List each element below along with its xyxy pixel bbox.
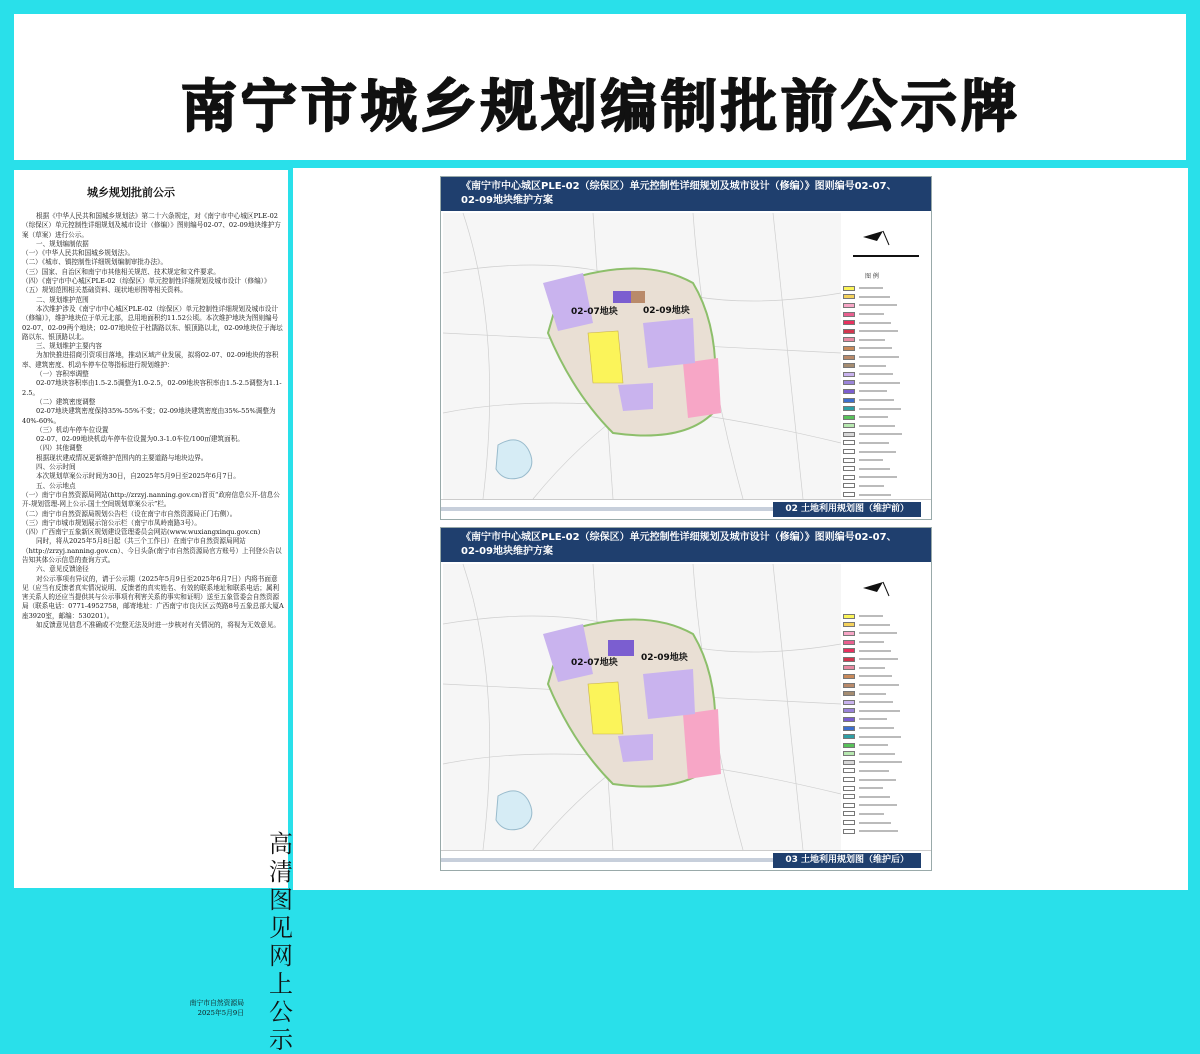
north-arrow-icon [843,217,929,267]
legend-item [843,422,929,431]
legend-item [843,456,929,465]
north-arrow-icon [843,568,929,608]
block-label-02-09: 02-09地块 [643,306,690,316]
legend-swatch [843,820,855,825]
legend-item [843,655,929,664]
legend-swatch [843,294,855,299]
legend-swatch [843,346,855,351]
block-label-02-09: 02-09地块 [641,653,688,663]
legend-swatch [843,631,855,636]
legend-swatch [843,458,855,463]
legend-swatch [843,829,855,834]
legend-item [843,827,929,836]
legend-swatch [843,743,855,748]
legend-item [843,732,929,741]
legend-item [843,327,929,336]
notice-paragraph: （一）《中华人民共和国城乡规划法》。 [22,249,135,258]
legend-swatch [843,337,855,342]
notice-paragraph: 为加快推进招商引资项目落地，推动区域产业发展，拟将02-07、02-09地块的容积率、建筑密度、机动车停车位等指标进行规划维护： [22,351,279,369]
block-label-02-07: 02-07地块 [571,658,618,668]
notice-body [22,212,284,630]
sheet-footer [441,499,931,519]
legend-swatch [843,734,855,739]
legend-item [843,301,929,310]
legend-item [843,724,929,733]
notice-paragraph: 二、规划维护范围 [36,295,89,304]
legend-swatch [843,614,855,619]
legend-swatch [843,372,855,377]
legend-swatch [843,286,855,291]
notice-paragraph: 02-07地块容积率由1.5-2.5调整为1.0-2.5，02-09地块容积率由1.5-2.5调整为1.1-2.5。 [22,379,282,397]
legend-item [843,387,929,396]
notice-paragraph: （四）《南宁市中心城区PLE-02（综保区）单元控制性详细规划及城市设计（修编）》 [22,277,271,286]
legend-item [843,310,929,319]
notice-paragraph: （四）广西南宁五象新区规划建设管理委员会网站(www.wuxiangxinqu.gov.cn) [22,528,261,537]
legend-item [843,707,929,716]
plan-sheet-before [440,176,932,520]
legend-swatch [843,622,855,627]
notice-paragraph: （一）南宁市自然资源局网站(http://zrzyj.nanning.gov.cn)首页“政府信息公开-信息公开-规划管理-网上公示-国土空间规划草案公示”栏。 [22,490,280,509]
poster-title: 南宁市城乡规划编制批前公示牌 [180,74,1020,139]
legend-swatch [843,768,855,773]
legend-swatch [843,640,855,645]
notice-paragraph: 02-07、02-09地块机动车停车位设置为0.3-1.0车位/100㎡建筑面积。 [36,435,244,444]
notice-paragraph: （一）容积率调整 [36,370,89,379]
legend-item [843,464,929,473]
notice-paragraph: 根据《中华人民共和国城乡规划法》第二十六条规定，对《南宁市中心城区PLE-02（综保区）单元控制性详细规划及城市设计（修编）》图则编号02-07、02-09地块维护方案（草案）进行公示。 [22,212,281,239]
land-use-map-before [443,213,841,499]
sheet-footer-label: 03 土地利用规划图（维护后） [773,853,921,868]
sheet-title: 《南宁市中心城区PLE-02（综保区）单元控制性详细规划及城市设计（修编）》图则编号02-07、02-09地块维护方案 [441,528,931,562]
legend-swatch [843,777,855,782]
legend-swatch [843,674,855,679]
legend-swatch [843,483,855,488]
legend-item [843,612,929,621]
notice-paragraph: 本次维护涉及《南宁市中心城区PLE-02（综保区）单元控制性详细规划及城市设计（修编）》，维护地块位于单元北部，总用地面积约11.52公顷。本次维护地块为图则编号02-07、02-09两个地块；02-07地块位于杜鹃路以东、银顶路以北，02-09地块位于海坛路以东、银顶路以北。 [22,304,283,341]
legend-swatch [843,440,855,445]
notice-panel [12,168,293,1054]
legend-item [843,439,929,448]
legend-item [843,336,929,345]
legend-swatch [843,406,855,411]
legend-item [843,801,929,810]
legend-swatch [843,492,855,497]
legend-item [843,672,929,681]
notice-paragraph: 对公示事项有异议的，请于公示期（2025年5月9日至2025年6月7日）内将书面意见（应当有反馈者真实情况说明、反馈者的真实姓名、有效的联系地址和联系电话；属利害关系人的还应当提供其与公示事项有利害关系的事实和证明）送至五象管委会自然资源局（联系电话：0771-4952758，邮寄地址：广西南宁市良庆区云英路8号五象总部大厦A座3920室，邮编：530201）。 [22,574,284,620]
map-legend [843,217,929,487]
notice-title: 城乡规划批前公示 [87,186,175,199]
legend-item [843,621,929,630]
legend-swatch [843,751,855,756]
legend-item [843,353,929,362]
legend-swatch [843,466,855,471]
legend-swatch [843,449,855,454]
notice-paragraph: 根据现状建成情况更新维护范围内的主要道路与地块边界。 [36,453,208,462]
notice-paragraph: 本次规划草案公示时间为30日，自2025年5月9日至2025年6月7日。 [36,472,240,481]
legend-item [843,404,929,413]
legend-item [843,698,929,707]
legend-item [843,784,929,793]
notice-paragraph: 五、公示地点 [36,481,76,490]
signature-org: 南宁市自然资源局 [189,999,244,1007]
legend-item [843,473,929,482]
hd-image-note: 高 清 图 见 网 上 公 示 [269,830,293,1054]
legend-swatch [843,355,855,360]
sheet-title: 《南宁市中心城区PLE-02（综保区）单元控制性详细规划及城市设计（修编）》图则编号02-07、02-09地块维护方案 [441,177,931,211]
notice-paragraph: （三）机动车停车位设置 [36,425,109,434]
map-legend [843,568,929,838]
legend-swatch [843,717,855,722]
legend-swatch [843,691,855,696]
legend-swatch [843,794,855,799]
legend-swatch [843,380,855,385]
legend-item [843,490,929,499]
legend-item [843,715,929,724]
block-label-02-07: 02-07地块 [571,307,618,317]
legend-item [843,646,929,655]
notice-paragraph: 同时，将从2025年5月8日起（共三个工作日）在南宁市自然资源局网站（http://zrzyj.nanning.gov.cn）、今日头条(南宁市自然资源局官方账号）上刊登公告以告知其体公示信息的查询方式。 [22,537,282,564]
legend-swatch [843,312,855,317]
legend-item [843,775,929,784]
legend-swatches [843,612,929,835]
legend-item [843,284,929,293]
legend-swatch [843,700,855,705]
notice-paragraph: 如反馈意见信息不准确或不完整无法及时进一步核对有关情况的，将视为无效意见。 [36,621,280,630]
legend-item [843,413,929,422]
notice-paragraph: 02-07地块建筑密度保持35%-55%不变；02-09地块建筑密度由35%-55%调整为40%-60%。 [22,407,276,425]
legend-swatch [843,683,855,688]
legend-swatch [843,363,855,368]
plan-sheet-after [440,527,932,871]
legend-swatch [843,760,855,765]
legend-swatch [843,320,855,325]
legend-swatch [843,657,855,662]
legend-item [843,318,929,327]
legend-item [843,379,929,388]
legend-swatch [843,726,855,731]
notice-paragraph: 四、公示时间 [36,463,76,472]
legend-swatch [843,665,855,670]
notice-paragraph: （二）南宁市自然资源局规划公告栏（设在南宁市自然资源局正门右侧）。 [22,509,237,518]
legend-item [843,681,929,690]
notice-paragraph: （三）南宁市城市规划展示馆公示栏（南宁市凤岭南路3号）。 [22,518,201,527]
legend-item [843,758,929,767]
legend-item [843,396,929,405]
legend-swatch [843,708,855,713]
notice-paragraph: 一、规划编制依据 [36,239,89,248]
legend-item [843,689,929,698]
legend-swatches [843,284,929,507]
legend-item [843,750,929,759]
legend-item [843,810,929,819]
legend-swatch [843,786,855,791]
notice-paragraph: （五）规划范围相关基础资料、现状地形图等相关资料。 [22,286,187,295]
legend-item [843,293,929,302]
notice-signature [190,998,244,1018]
legend-swatch [843,398,855,403]
legend-swatch [843,811,855,816]
legend-swatch [843,432,855,437]
notice-paragraph: （四）其他调整 [36,444,83,453]
legend-swatch [843,303,855,308]
notice-paragraph: 六、意见反馈途径 [36,565,89,574]
notice-paragraph: （三）国家、自治区和南宁市其他相关规范、技术规定和文件要求。 [22,267,220,276]
legend-item [843,447,929,456]
title-board [12,12,1188,162]
legend-item [843,430,929,439]
signature-date: 2025年5月9日 [197,1009,244,1017]
notice-paragraph: 三、规划维护主要内容 [36,342,102,351]
legend-swatch [843,389,855,394]
legend-item [843,818,929,827]
legend-swatch [843,475,855,480]
legend-item [843,638,929,647]
legend-item [843,629,929,638]
legend-item [843,361,929,370]
legend-swatch [843,329,855,334]
legend-item [843,482,929,491]
legend-item [843,767,929,776]
legend-item [843,664,929,673]
legend-item [843,792,929,801]
legend-item [843,370,929,379]
notice-paragraph: （二）建筑密度调整 [36,397,96,406]
sheet-footer-label: 02 土地利用规划图（维护前） [773,502,921,517]
legend-item [843,741,929,750]
legend-swatch [843,423,855,428]
legend-swatch [843,415,855,420]
legend-item [843,344,929,353]
legend-swatch [843,803,855,808]
notice-paragraph: （二）《城市、镇控制性详细规划编制审批办法》。 [22,258,168,267]
sheet-footer [441,850,931,870]
legend-title: 图 例 [865,273,879,280]
legend-swatch [843,648,855,653]
land-use-map-after [443,564,841,850]
